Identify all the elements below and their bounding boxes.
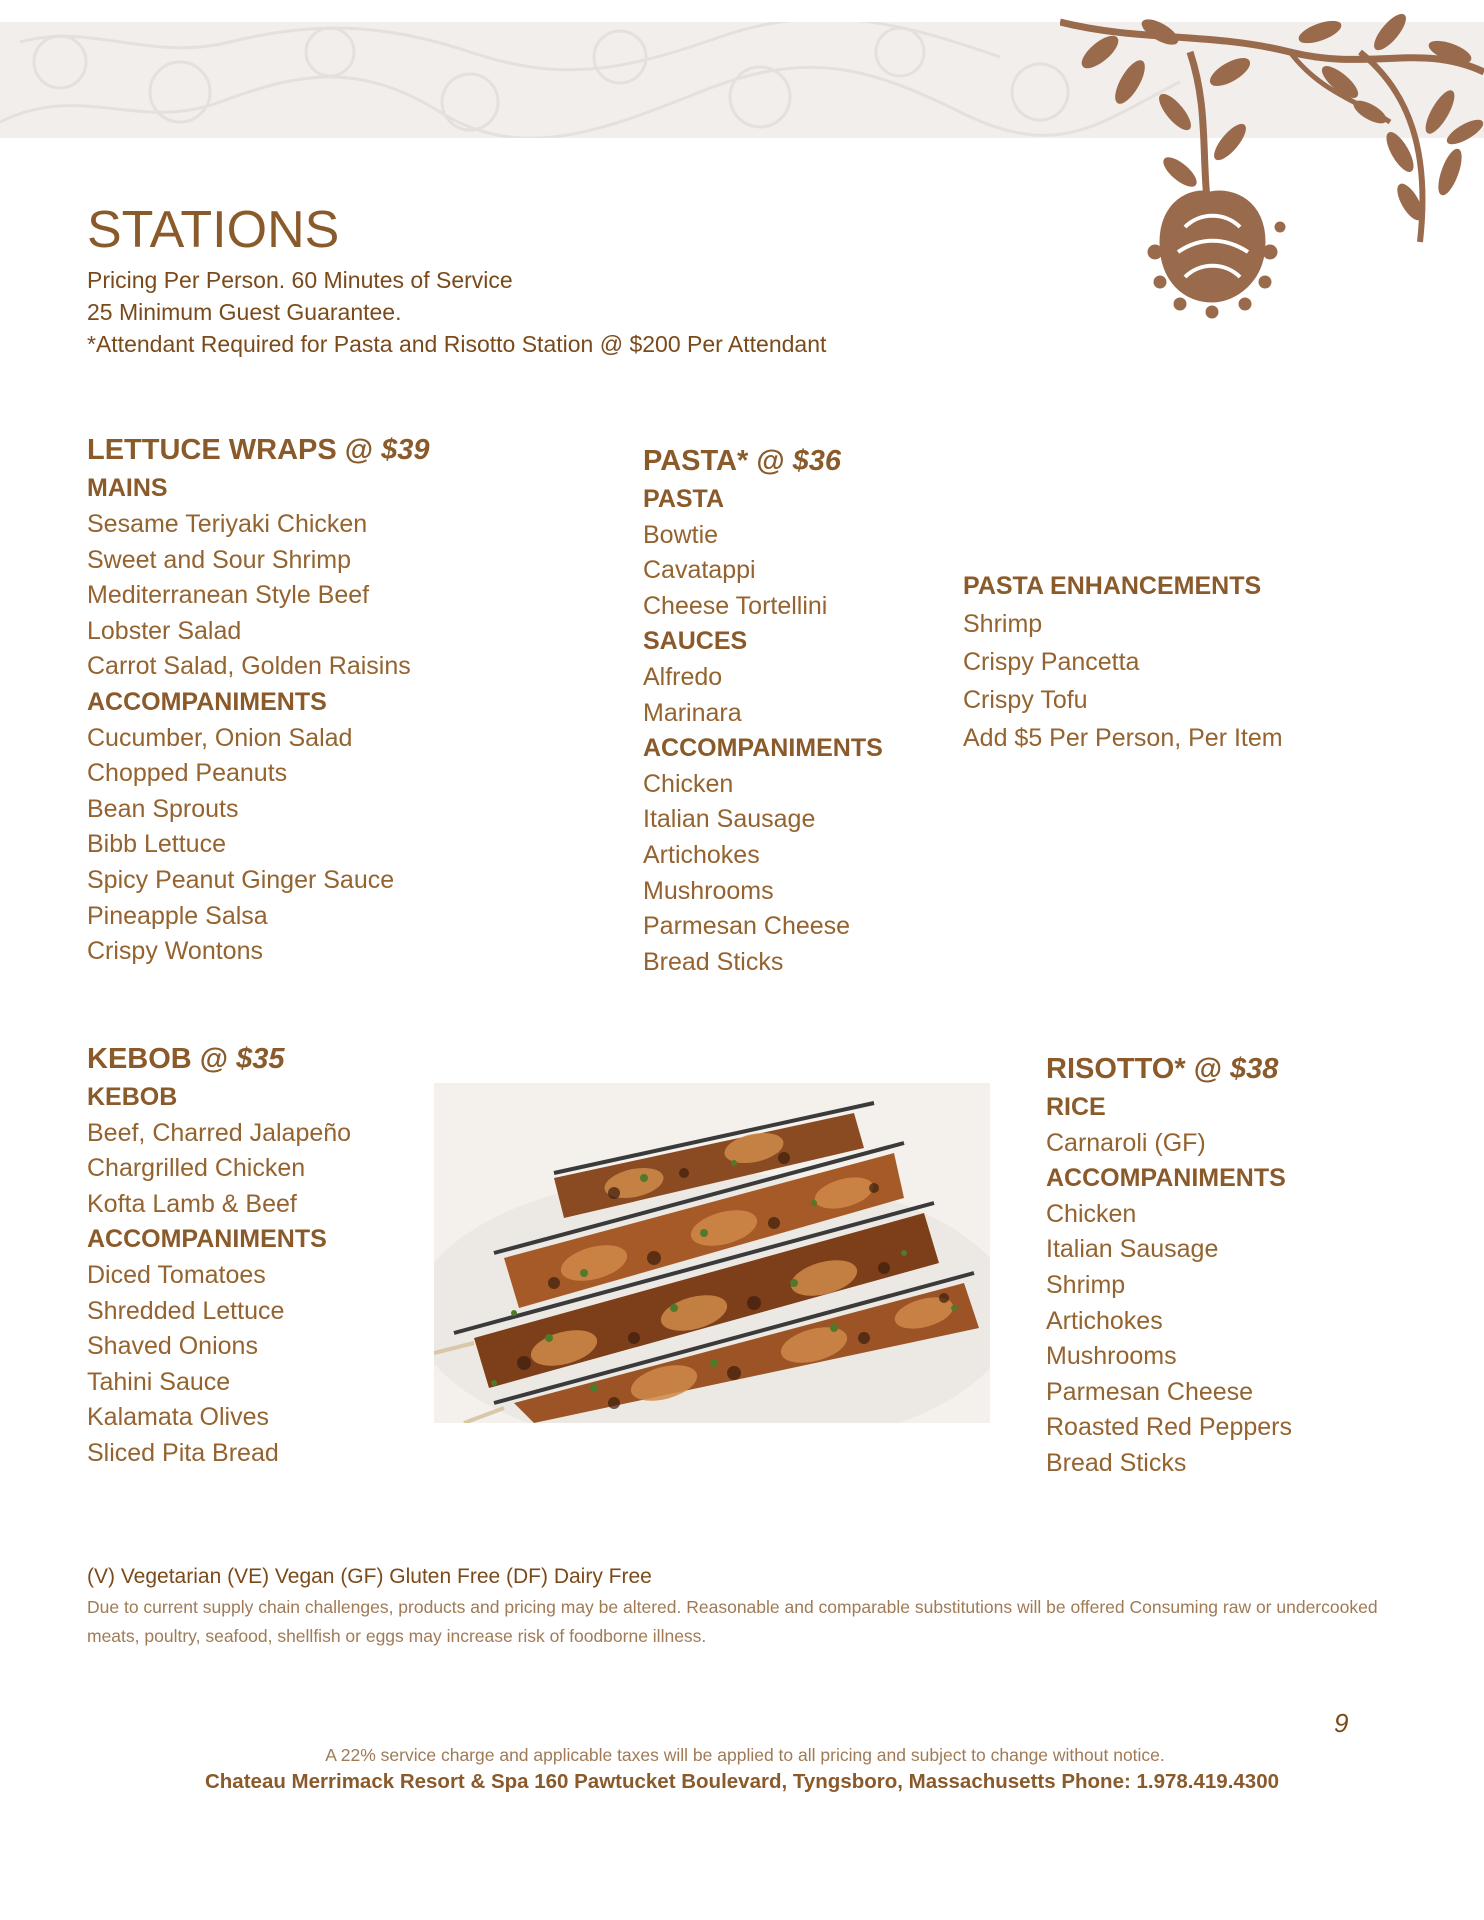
list-item: Bread Sticks [1046,1448,1187,1477]
list-item: Artichokes [643,840,760,869]
service-charge-note [0,1745,1484,1766]
list-item: Cavatappi [643,556,756,585]
list-item: Sweet and Sour Shrimp [87,545,352,574]
list-item: Chargrilled Chicken [87,1154,306,1183]
kebob-label: KEBOB [87,1083,178,1111]
section-heading-text: KEBOB @ [87,1043,237,1075]
list-item: Tahini Sauce [87,1367,231,1396]
page-number: 9 [1334,1708,1349,1738]
list-item: Italian Sausage [1046,1235,1219,1264]
risotto-heading [1046,1053,1292,1093]
price: $35 [236,1043,285,1075]
subtitle-line: Pricing Per Person. 60 Minutes of Service [87,267,513,293]
accompaniments-label: ACCOMPANIMENTS [87,1225,327,1254]
list-item: Bibb Lettuce [87,830,226,859]
list-item: Carnaroli (GF) [1046,1128,1206,1157]
list-item: Beef, Charred Jalapeño [87,1118,352,1147]
list-item: Crispy Pancetta [963,648,1140,676]
list-item: Parmesan Cheese [1046,1377,1254,1406]
kebob-photo [434,1083,990,1423]
list-item: Shrimp [963,610,1043,638]
section-heading-text: LETTUCE WRAPS @ [87,434,382,466]
list-item: Chicken [643,769,734,798]
sauces-label: SAUCES [643,627,748,656]
kebob-image-icon [434,1083,990,1423]
list-item: Italian Sausage [643,805,816,834]
list-item: Mushrooms [643,876,774,905]
list-item: Mushrooms [1046,1342,1177,1371]
list-item: Shaved Onions [87,1332,258,1361]
price: $36 [792,445,842,477]
pasta-enhancements-label: PASTA ENHANCEMENTS [963,572,1262,600]
list-item: Chopped Peanuts [87,759,288,788]
list-item: Cucumber, Onion Salad [87,723,353,752]
section-heading-text: PASTA* @ [643,445,793,477]
list-item: Alfredo [643,662,723,691]
section-heading-text: RISOTTO* @ [1046,1053,1231,1085]
subtitle-block [87,264,826,360]
list-item: Roasted Red Peppers [1046,1413,1292,1442]
list-item: Crispy Tofu [963,686,1088,714]
accompaniments-label: ACCOMPANIMENTS [643,734,883,763]
accompaniments-label: ACCOMPANIMENTS [1046,1164,1286,1193]
pasta-section [643,445,883,983]
list-item: Kalamata Olives [87,1403,270,1432]
list-item: Sliced Pita Bread [87,1438,279,1467]
list-item: Cheese Tortellini [643,591,828,620]
subtitle-line: 25 Minimum Guest Guarantee. [87,299,402,325]
list-item: Bean Sprouts [87,794,239,823]
list-item: Crispy Wontons [87,937,263,966]
pasta-heading [643,445,883,485]
subtitle-line: *Attendant Required for Pasta and Risotto Station @ $200 Per Attendant [87,331,827,357]
kebob-section [87,1043,351,1475]
pasta-enhancements-section [963,572,1283,762]
list-item: Spicy Peanut Ginger Sauce [87,865,395,894]
risotto-section [1046,1053,1292,1485]
list-item: Bowtie [643,520,719,549]
list-item: Carrot Salad, Golden Raisins [87,652,411,681]
list-item: Mediterranean Style Beef [87,581,370,610]
accompaniments-label: ACCOMPANIMENTS [87,687,327,716]
resort-address: Chateau Merrimack Resort & Spa 160 Pawtucket Boulevard, Tyngsboro, Massachusetts Phone: 1.978.419.4300 [204,1770,1279,1793]
list-item: Shredded Lettuce [87,1296,285,1325]
mains-label: MAINS [87,474,168,502]
rice-label: RICE [1046,1093,1106,1121]
list-item: Pineapple Salsa [87,901,268,930]
lettuce-wraps-section [87,434,430,973]
page-title: STATIONS [87,201,340,259]
lettuce-wraps-heading [87,434,430,474]
list-item: Bread Sticks [643,947,784,976]
service-charge-text: A 22% service charge and applicable taxes will be applied to all pricing and subject to change without notice. [325,1745,1165,1765]
list-item: Diced Tomatoes [87,1260,266,1289]
price: $38 [1230,1053,1279,1085]
list-item: Parmesan Cheese [643,912,851,941]
list-item: Artichokes [1046,1306,1163,1335]
list-item: Shrimp [1046,1270,1126,1299]
list-item: Kofta Lamb & Beef [87,1189,297,1218]
floral-branch-icon [1060,12,1484,362]
list-item: Lobster Salad [87,616,242,645]
pasta-label: PASTA [643,485,725,513]
list-item: Chicken [1046,1199,1137,1228]
dietary-legend: (V) Vegetarian (VE) Vegan (GF) Gluten Free (DF) Dairy Free [87,1565,652,1588]
price: $39 [381,434,430,466]
kebob-heading [87,1043,351,1083]
list-item: Sesame Teriyaki Chicken [87,510,368,538]
list-item: Add $5 Per Person, Per Item [963,724,1283,752]
list-item: Marinara [643,698,742,727]
disclaimer-text: Due to current supply chain challenges, products and pricing may be altered. Reasonable and comparable substitutions will be offered Consuming raw or undercooked meats, poultry, seafood, shellfish or eggs may increase risk of foodborne illness. [87,1597,1378,1646]
